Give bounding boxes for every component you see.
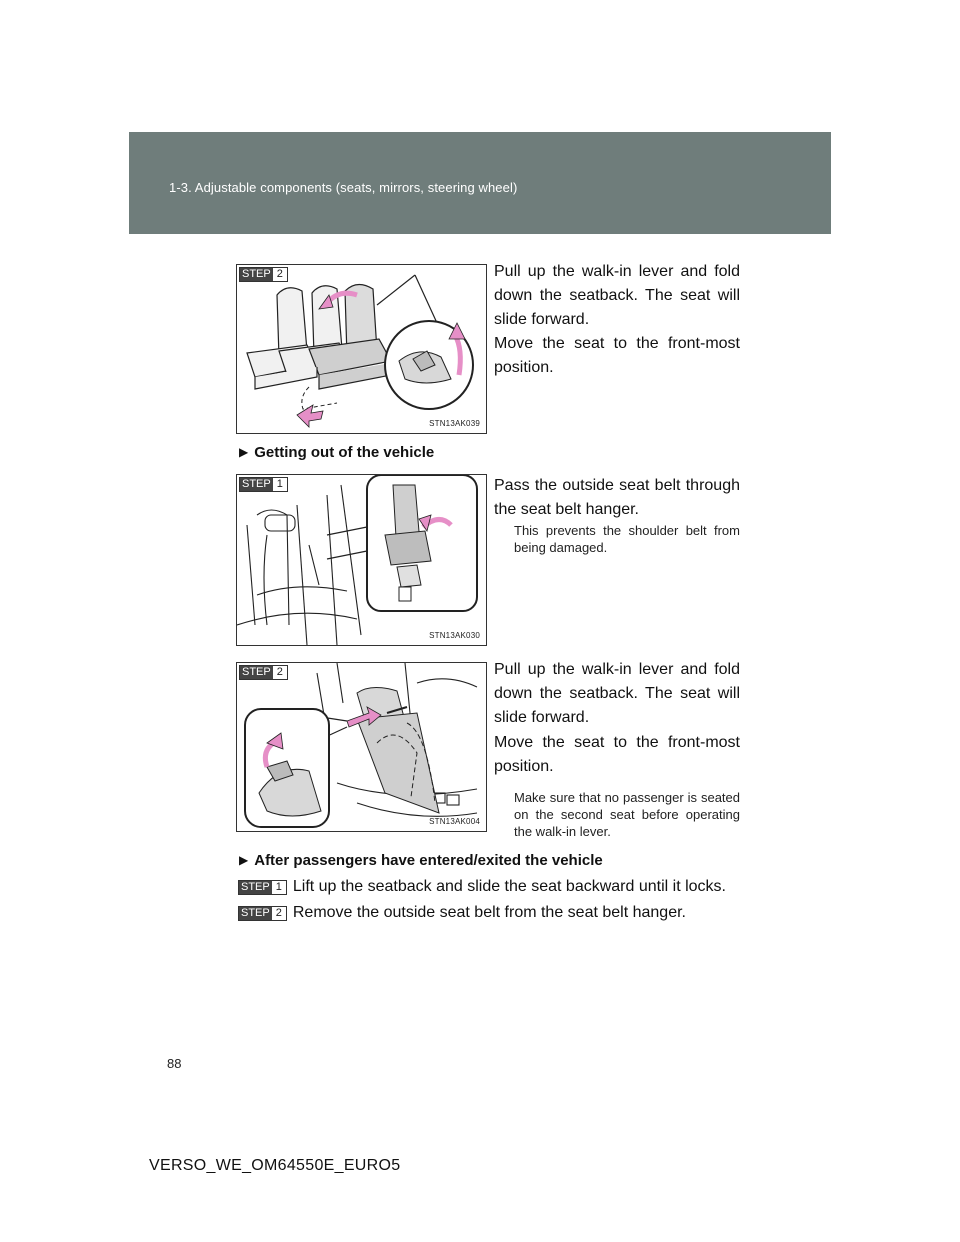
page-number: 88: [167, 1056, 182, 1071]
after-heading: ▶ After passengers have entered/exited the vehicle: [239, 852, 603, 869]
entering-step2-text-2: Move the seat to the front-most position.: [494, 335, 740, 376]
section-title: 1-3. Adjustable components (seats, mirrors, steering wheel): [169, 180, 518, 195]
figure-fold-seatback-exiting: [236, 662, 487, 832]
after-step-2-text: Remove the outside seat belt from the seat belt hanger.: [292, 904, 686, 921]
after-step-1: [238, 877, 726, 897]
figure-step-badge: STEP 1: [239, 477, 288, 492]
getting-out-step1-note: This prevents the shoulder belt from being damaged.: [514, 523, 740, 555]
entering-step2-text-1: Pull up the walk-in lever and fold down the seatback. The seat will slide forward.: [494, 263, 740, 328]
step-badge: STEP 2: [238, 906, 287, 921]
figure-code: STN13AK039: [429, 419, 480, 428]
triangle-bullet-icon: ▶: [239, 853, 249, 867]
figure-fold-seatback-entering: [236, 264, 487, 434]
document-code: VERSO_WE_OM64550E_EURO5: [149, 1157, 401, 1174]
figure-code: STN13AK004: [429, 817, 480, 826]
after-step-1-text: Lift up the seatback and slide the seat backward until it locks.: [292, 878, 726, 895]
getting-out-step2-note: Make sure that no passenger is seated on the second seat before operating the walk-in lever.: [514, 790, 740, 839]
triangle-bullet-icon: ▶: [239, 445, 249, 459]
getting-out-step2-text-1: Pull up the walk-in lever and fold down the seatback. The seat will slide forward.: [494, 661, 740, 726]
getting-out-step1-text: Pass the outside seat belt through the seat belt hanger.: [494, 477, 740, 518]
getting-out-step2-text-2: Move the seat to the front-most position.: [494, 734, 740, 775]
step-badge: STEP 1: [238, 880, 287, 895]
figure-step-badge: STEP 2: [239, 267, 288, 282]
figure-seat-belt-hanger: [236, 474, 487, 646]
after-step-2: [238, 903, 686, 923]
figure-step-badge: STEP 2: [239, 665, 288, 680]
seat-belt-hanger-illustration: [237, 475, 486, 645]
getting-out-heading: ▶ Getting out of the vehicle: [239, 444, 435, 461]
seat-fold-exit-illustration: [237, 663, 486, 831]
seat-fold-illustration: [237, 265, 486, 433]
figure-code: STN13AK030: [429, 631, 480, 640]
section-header: [129, 132, 831, 234]
